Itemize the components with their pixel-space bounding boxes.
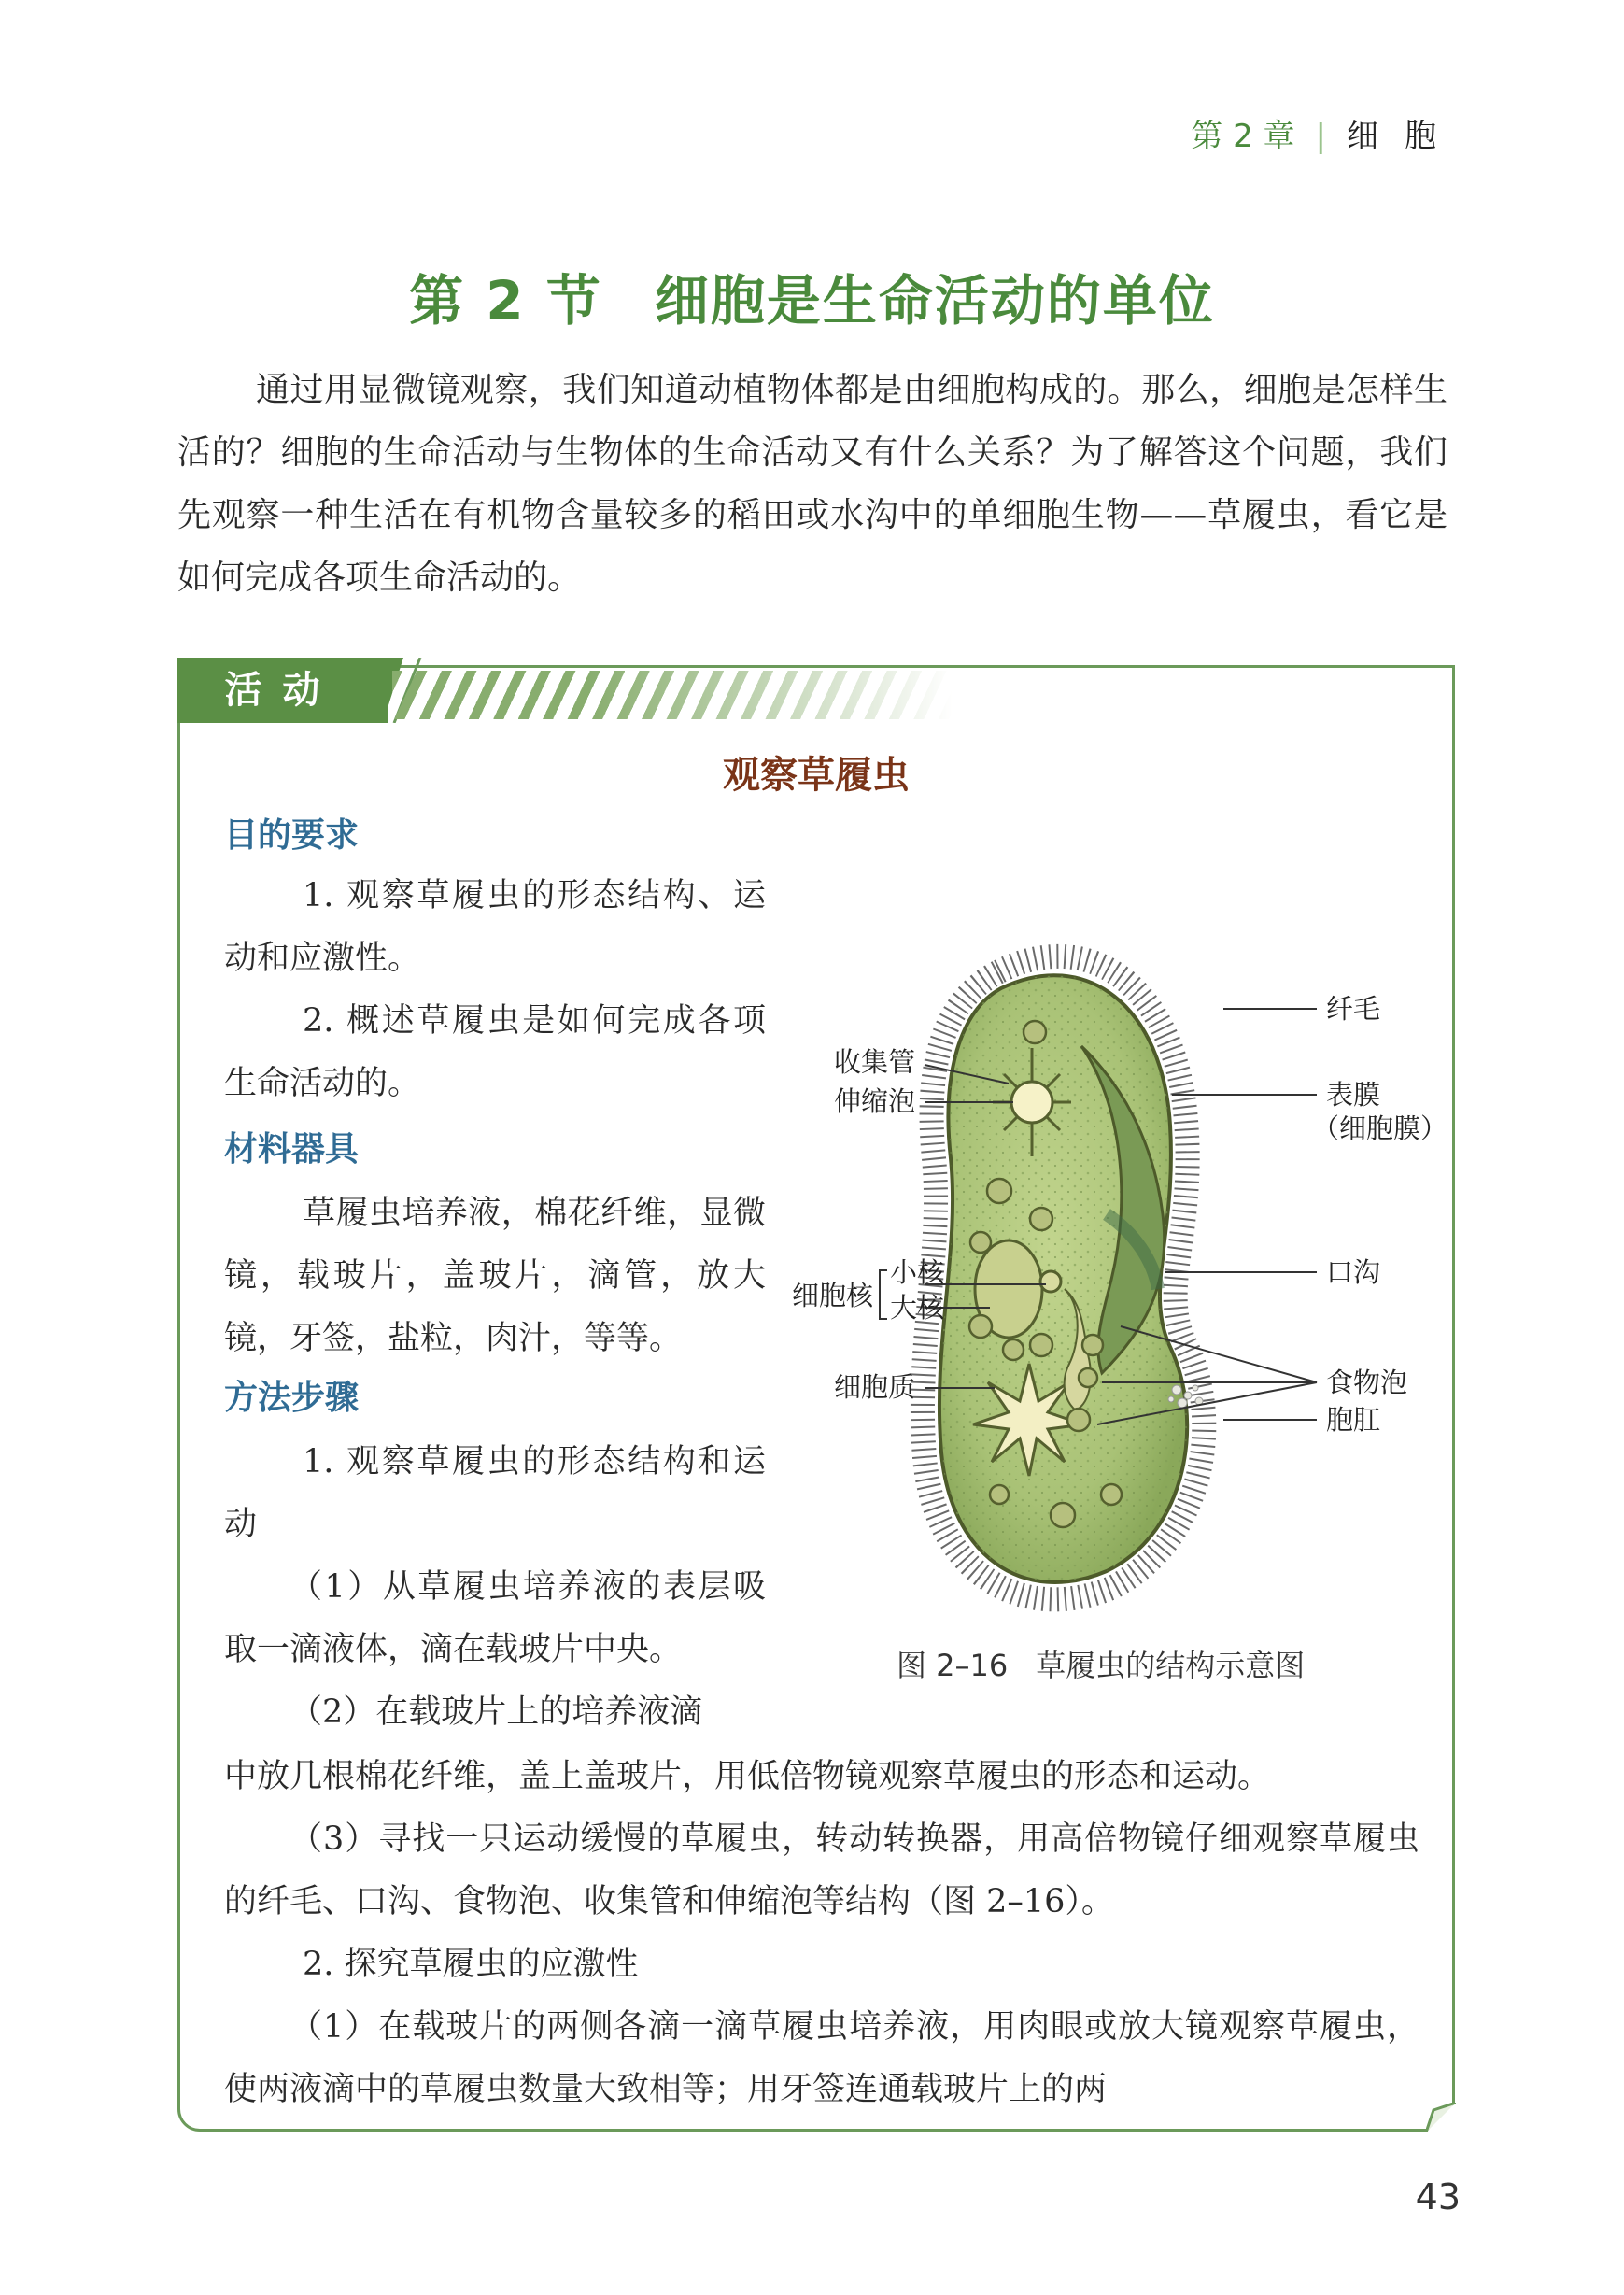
- label-membrane: 表膜: [1326, 1079, 1381, 1111]
- method-step-2: 2. 探究草履虫的应激性: [303, 1946, 639, 1983]
- intro-paragraph: 通过用显微镜观察，我们知道动植物体都是由细胞构成的。那么，细胞是怎样生活的？细胞的生命活动与生物体的生命活动又有什么关系？为了解答这个问题，我们先观察一种生活在有机物含量较多的稻田或水沟中的单细胞生物——草履虫，看它是如何完成各项生命活动的。: [177, 371, 1447, 597]
- paramecium-diagram: [784, 934, 1457, 1625]
- method-step-1-1: （1）从草履虫培养液的表层吸取一滴液体，滴在载玻片中央。: [224, 1568, 766, 1668]
- chapter-number: 第 2 章: [1191, 118, 1295, 155]
- label-cytoplasm: 细胞质: [833, 1371, 915, 1403]
- header-separator: |: [1315, 118, 1326, 155]
- method-step-1-3: （3）寻找一只运动缓慢的草履虫，转动转换器，用高倍物镜仔细观察草履虫的纤毛、口沟、食物泡、收集管和伸缩泡等结构（图 2–16）。: [224, 1820, 1419, 1920]
- goal-item-1: 1. 观察草履虫的形态结构、运动和应激性。: [224, 877, 766, 977]
- label-membrane-note: （细胞膜）: [1312, 1112, 1448, 1144]
- section-title-text: 细胞是生命活动的单位: [654, 269, 1215, 333]
- figure-caption-number: 图 2–16: [897, 1648, 1009, 1683]
- method-step-1-2-start: （2）在载玻片上的培养液滴: [289, 1693, 703, 1731]
- label-food-vacuole: 食物泡: [1326, 1367, 1408, 1398]
- section-number: 第 2 节: [409, 269, 602, 333]
- label-cilia: 纤毛: [1326, 993, 1381, 1025]
- materials-text: 草履虫培养液，棉花纤维，显微镜，载玻片，盖玻片，滴管，放大镜，牙签，盐粒，肉汁，等等。: [224, 1195, 766, 1357]
- label-contractile-vacuole: 伸缩泡: [833, 1085, 915, 1117]
- goal-heading: 目的要求: [224, 816, 360, 855]
- goal-text: [224, 865, 766, 1115]
- page-number: 43: [1415, 2176, 1461, 2217]
- methods-text-upper: [224, 1431, 766, 1744]
- figure-caption-text: 草履虫的结构示意图: [1036, 1648, 1306, 1683]
- label-micronucleus: 小核: [890, 1256, 945, 1288]
- section-title: [0, 257, 1624, 335]
- activity-tab: 活动: [177, 658, 388, 723]
- activity-title: 观察草履虫: [723, 754, 910, 797]
- chapter-title: 细胞: [1347, 118, 1462, 155]
- materials-heading: 材料器具: [224, 1130, 360, 1169]
- goal-item-2: 2. 概述草履虫是如何完成各项生命活动的。: [224, 1002, 766, 1102]
- label-oral-groove: 口沟: [1326, 1256, 1381, 1288]
- label-collecting-canal: 收集管: [833, 1046, 915, 1078]
- micronucleus-shape: [1040, 1271, 1061, 1292]
- methods-text-lower: [224, 1746, 1419, 2121]
- methods-heading: 方法步骤: [224, 1379, 360, 1417]
- label-nucleus: 细胞核: [791, 1280, 873, 1311]
- method-step-1: 1. 观察草履虫的形态结构和运动: [224, 1443, 766, 1543]
- running-header: [1191, 110, 1462, 156]
- activity-stripe-decoration: [392, 671, 953, 719]
- label-anal-pore: 胞肛: [1326, 1404, 1381, 1436]
- figure-caption: [897, 1642, 1305, 1685]
- method-step-1-2-end: 中放几根棉花纤维，盖上盖玻片，用低倍物镜观察草履虫的形态和运动。: [224, 1758, 1271, 1795]
- corner-fold-decoration: [1426, 2103, 1456, 2132]
- label-macronucleus: 大核: [890, 1292, 945, 1324]
- method-step-2-1: （1）在载玻片的两侧各滴一滴草履虫培养液，用肉眼或放大镜观察草履虫，使两液滴中的草履虫数量大致相等；用牙签连通载玻片上的两: [224, 2008, 1419, 2108]
